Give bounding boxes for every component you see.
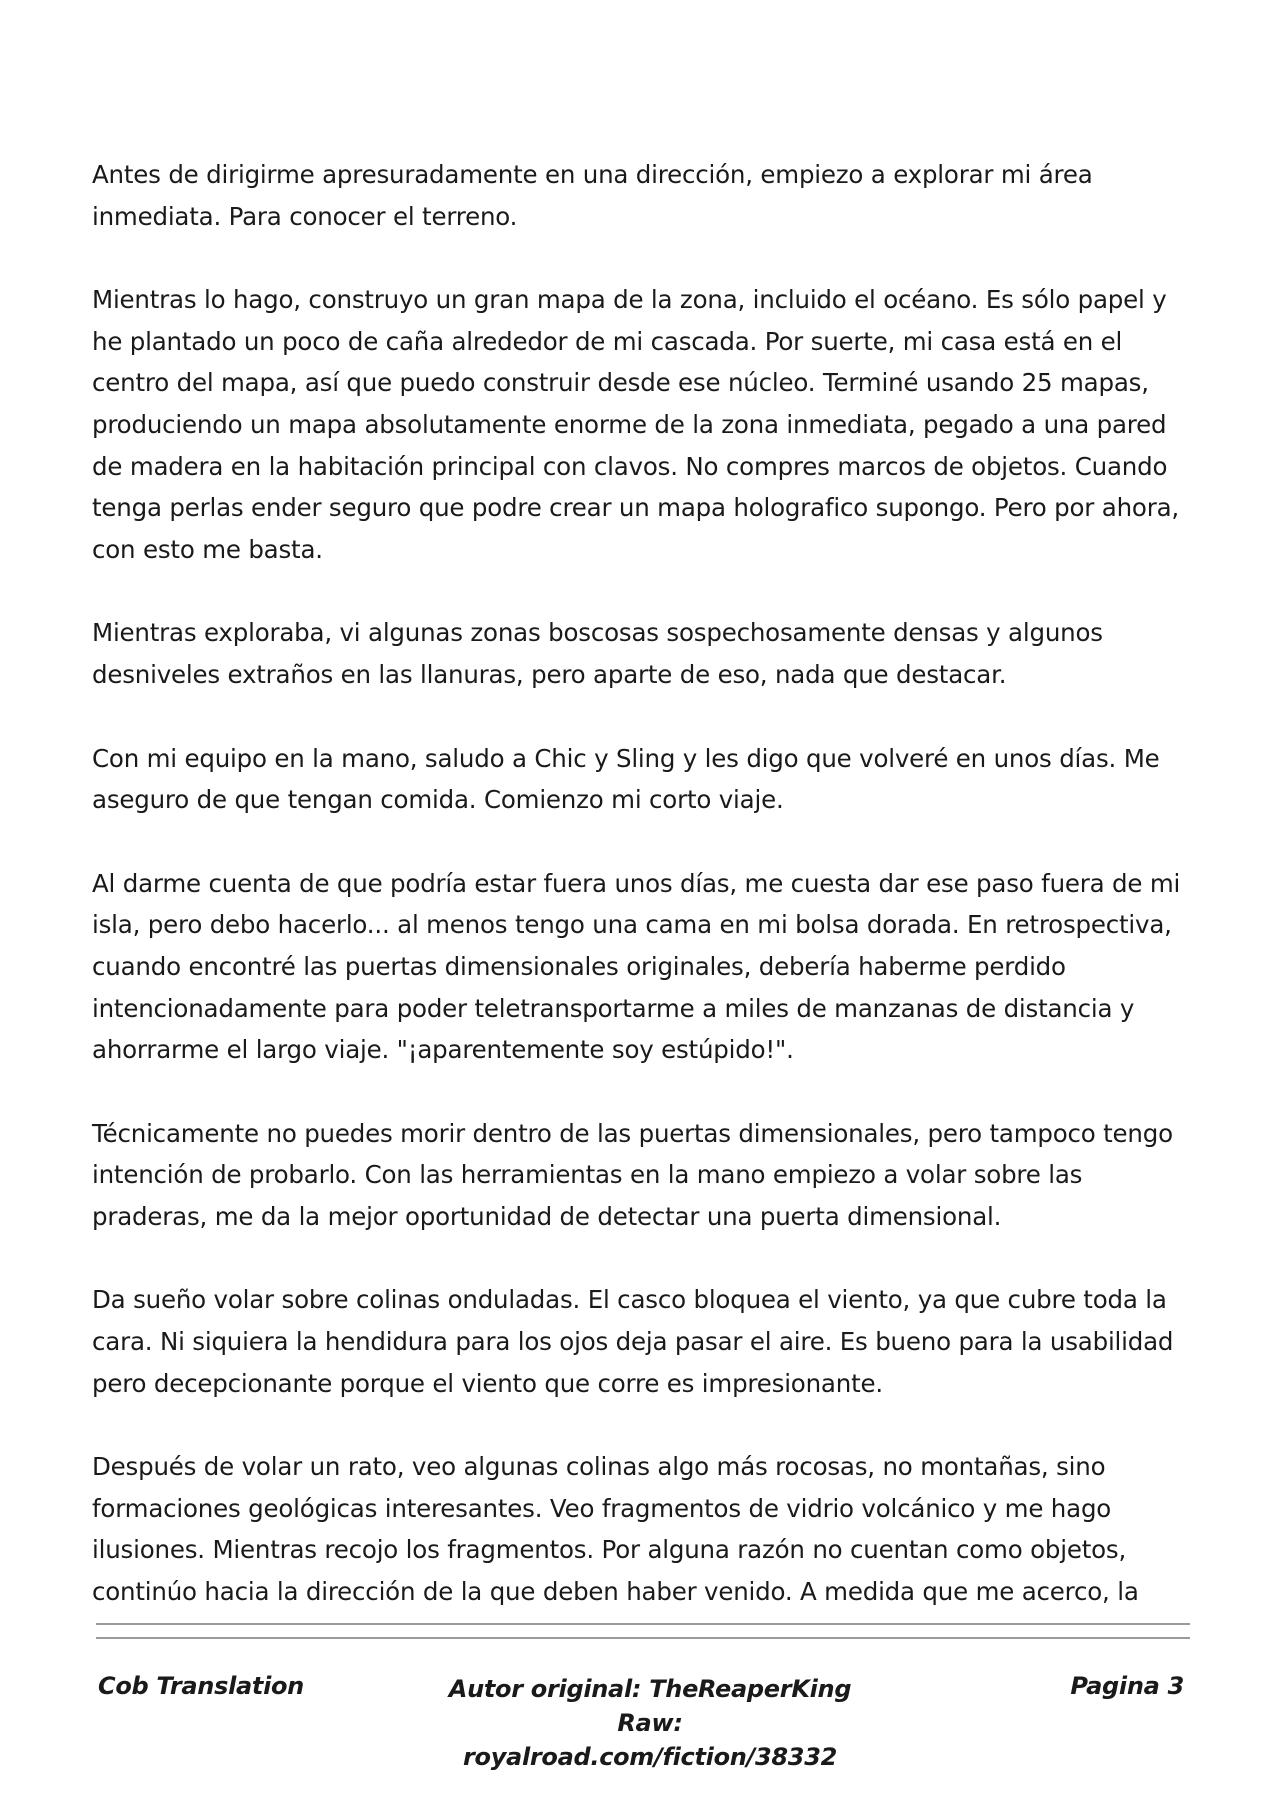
paragraph-4: Con mi equipo en la mano, saludo a Chic y Sling y les digo que volveré en unos días. Me aseguro de que tengan comida. Comienzo mi corto viaje.: [92, 743, 1160, 815]
paragraph-6: Técnicamente no puedes morir dentro de las puertas dimensionales, pero tampoco tengo intención de probarlo. Con las herramientas en la mano empiezo a volar sobre las praderas, me da la mejor oportunidad de detectar una puerta dimensional.: [92, 1118, 1173, 1231]
paragraph-1: Antes de dirigirme apresuradamente en una dirección, empiezo a explorar mi área inmediata. Para conocer el terreno.: [92, 160, 1093, 231]
paragraph-7: Da sueño volar sobre colinas onduladas. El casco bloquea el viento, ya que cubre toda la cara. Ni siquiera la hendidura para los ojos deja pasar el aire. Es bueno para la usabilidad pero decepcionante porque el viento que corre es impresionante.: [92, 1285, 1174, 1398]
paragraph-2: Mientras lo hago, construyo un gran mapa de la zona, incluido el océano. Es sólo papel y he plantado un poco de caña alrededor de mi cascada. Por suerte, mi casa está en el centro del mapa, así que puedo construir desde ese núcleo. Terminé usando 25 mapas, produciendo un mapa absolutamente enorme de la zona inmediata, pegado a una pared de madera en la habitación principal con clavos. No compres marcos de objetos. Cuando tenga perlas ender seguro que podre crear un mapa holografico supongo. Pero por ahora, con esto me basta.: [92, 285, 1179, 564]
paragraph-8: Después de volar un rato, veo algunas colinas algo más rocosas, no montañas, sino formaciones geológicas interesantes. Veo fragmentos de vidrio volcánico y me hago ilusiones. Mientras recojo los fragmentos. Por alguna razón no cuentan como objetos, continúo hacia la dirección de la que deben haber venido. A medida que me acerco, la: [92, 1452, 1139, 1607]
body-text: [92, 154, 1202, 1655]
footer-author: Autor original: TheReaperKing: [448, 1675, 852, 1703]
footer-raw-source: Raw: royalroad.com/fiction/38332: [462, 1709, 838, 1771]
footer-credits: [440, 1672, 860, 1774]
footer-translator: Cob Translation: [98, 1672, 304, 1700]
footer-divider-bottom: [96, 1637, 1190, 1639]
paragraph-5: Al darme cuenta de que podría estar fuera unos días, me cuesta dar ese paso fuera de mi isla, pero debo hacerlo... al menos tengo una cama en mi bolsa dorada. En retrospectiva, cuando encontré las puertas dimensionales originales, debería haberme perdido intencionadamente para poder teletransportarme a miles de manzanas de distancia y ahorrarme el largo viaje. "¡aparentemente soy estúpido!".: [92, 868, 1181, 1065]
footer-divider-top: [96, 1623, 1190, 1625]
footer-page-number: Pagina 3: [1070, 1672, 1184, 1700]
paragraph-3: Mientras exploraba, vi algunas zonas boscosas sospechosamente densas y algunos desniveles extraños en las llanuras, pero aparte de eso, nada que destacar.: [92, 618, 1103, 689]
